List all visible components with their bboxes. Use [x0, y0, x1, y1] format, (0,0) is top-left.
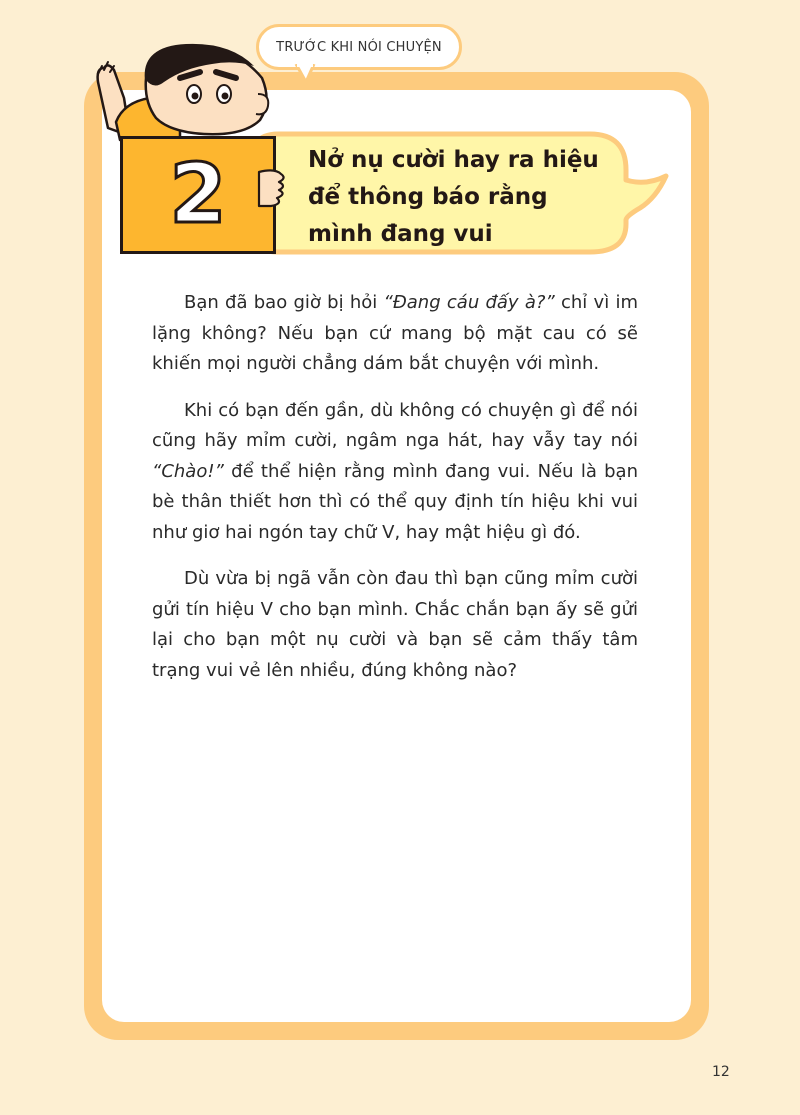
character-hand-illustration	[257, 168, 287, 212]
body-text-run: Khi có bạn đến gần, dù không có chuyện gì để nói cũng hãy mỉm cười, ngâm nga hát, hay vẫy tay nói	[152, 399, 638, 451]
body-text-run: chỉ vì im lặng không? Nếu bạn cứ mang bộ mặt cau có sẽ khiến mọi người chẳng dám bắt chuyện với mình.	[152, 292, 638, 374]
body-text-run: Dù vừa bị ngã vẫn còn đau thì bạn cũng mỉm cười gửi tín hiệu V cho bạn mình. Chắc chắn bạn ấy sẽ gửi lại cho bạn một nụ cười và bạn sẽ cảm thấy tâm trạng vui vẻ lên nhiều, đúng không nào?	[152, 568, 638, 681]
body-text-quote: “Đang cáu đấy à?”	[383, 292, 555, 313]
body-text-run: để thể hiện rằng mình đang vui. Nếu là bạn bè thân thiết hơn thì có thể quy định tín hiệu khi vui như giơ hai ngón tay chữ V, hay mật hiệu gì đó.	[152, 460, 638, 543]
body-paragraph	[152, 564, 638, 686]
body-text-quote: “Chào!”	[152, 460, 224, 482]
section-title	[308, 142, 638, 253]
section-title-line: Nở nụ cười hay ra hiệu	[308, 147, 599, 173]
body-paragraph	[152, 288, 638, 380]
body-text-run: Bạn đã bao giờ bị hỏi	[184, 292, 384, 313]
section-category-label: TRƯỚC KHI NÓI CHUYỆN	[276, 39, 442, 55]
section-number-box	[120, 136, 276, 254]
section-speech-bubble	[256, 24, 462, 70]
body-text	[152, 288, 638, 702]
body-paragraph	[152, 396, 638, 549]
section-number: 2	[169, 147, 227, 242]
section-title-line: để thông báo rằng	[308, 184, 548, 210]
page-number: 12	[712, 1064, 730, 1080]
speech-bubble-tail	[292, 64, 322, 86]
section-title-line: mình đang vui	[308, 221, 493, 247]
